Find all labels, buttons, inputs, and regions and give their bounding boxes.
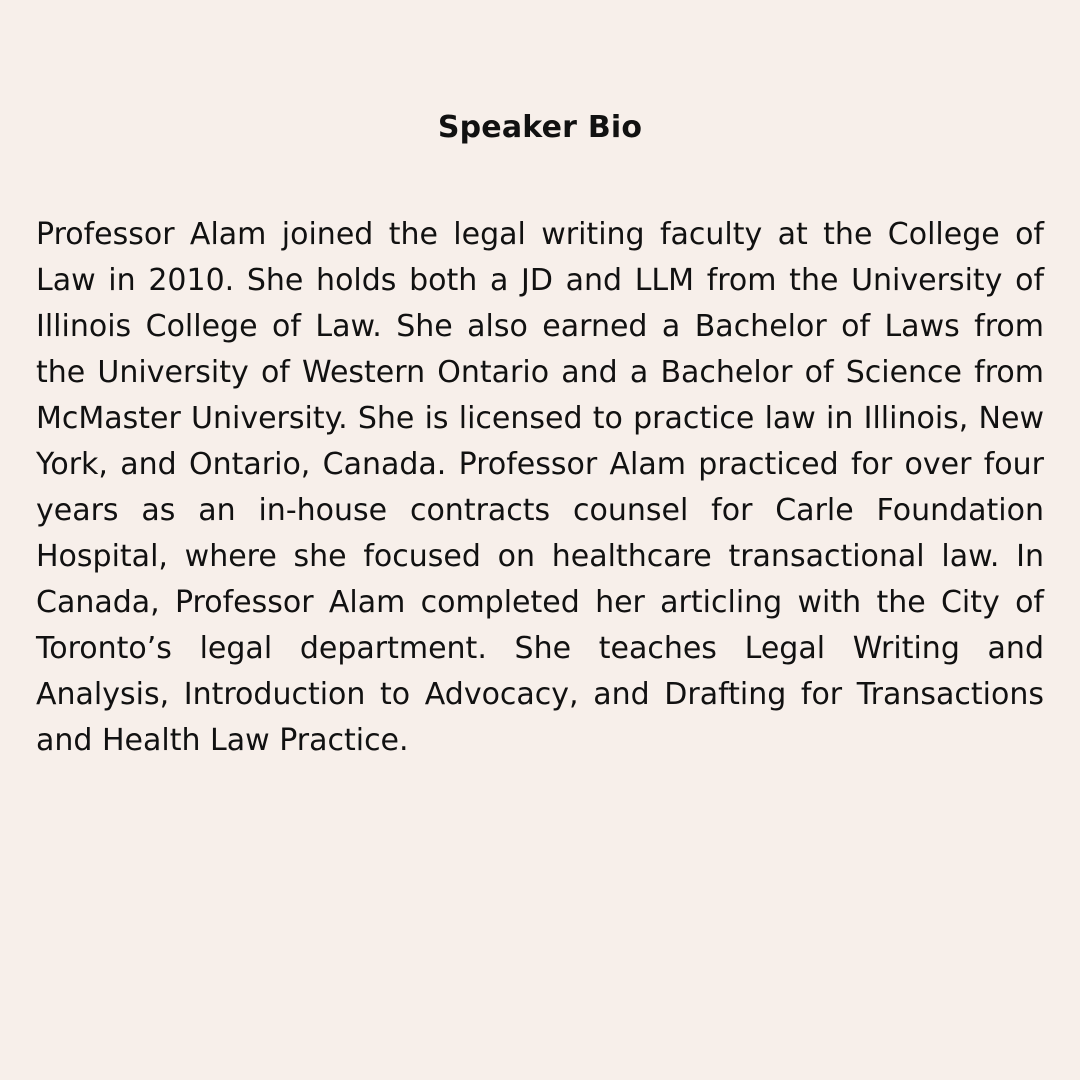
- bio-paragraph: Professor Alam joined the legal writing faculty at the College of Law in 2010. She holds both a JD and LLM from the University of Illinois College of Law. She also earned a Bachelor of Laws from the University of Western Ontario and a Bachelor of Science from McMaster University. She is licensed to practice law in Illinois, New York, and Ontario, Canada. Professor Alam practiced for over four years as an in-house contracts counsel for Carle Foundation Hospital, where she focused on healthcare transactional law. In Canada, Professor Alam completed her articling with the City of Toronto’s legal department. She teaches Legal Writing and Analysis, Introduction to Advocacy, and Drafting for Transactions and Health Law Practice.: [36, 217, 1044, 758]
- page-title: Speaker Bio: [437, 110, 643, 145]
